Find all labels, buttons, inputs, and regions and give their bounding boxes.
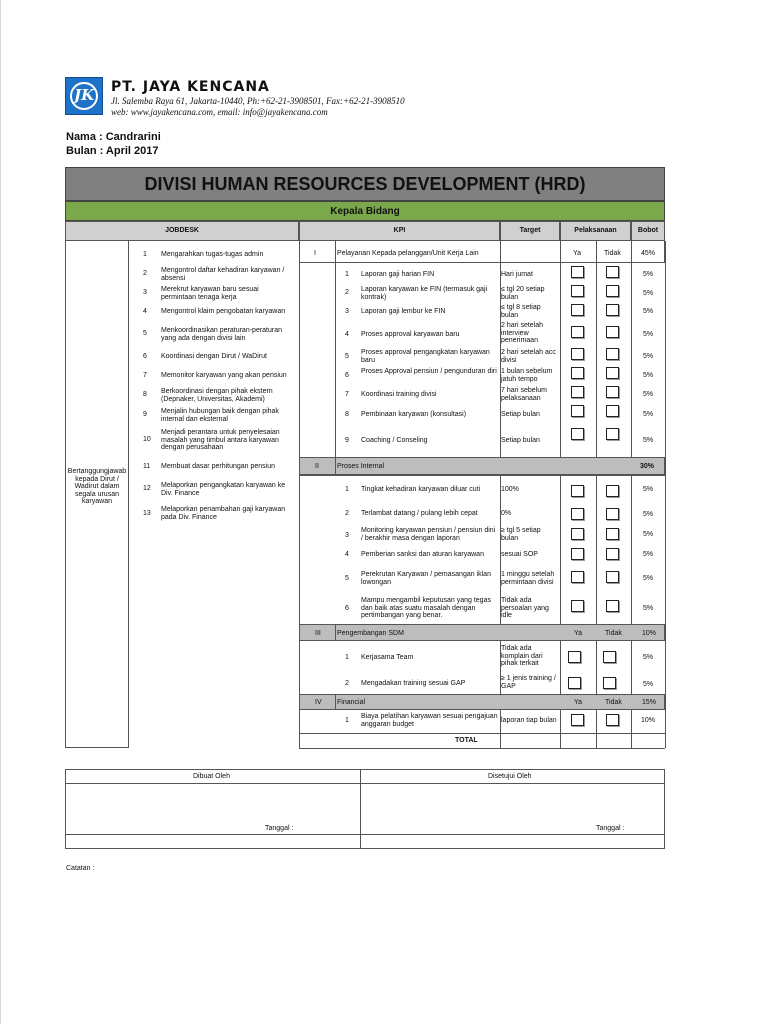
checkbox-tidak[interactable]	[606, 508, 619, 520]
kpi-text: Koordinasi training divisi	[361, 391, 437, 398]
jobdesk-no: 4	[143, 308, 147, 315]
section-ya: Ya	[574, 630, 583, 637]
header-pelaksanaan: Pelaksanaan	[560, 221, 631, 241]
kpi-bobot: 5%	[642, 531, 654, 538]
company-logo	[65, 77, 103, 115]
jobdesk-text: Berkoordinasi dengan pihak ekstern (Depnaker, Universitas, Akademi)	[161, 388, 273, 403]
kpi-text: Tingkat kehadiran karyawan diluar cuti	[361, 486, 481, 493]
kpi-no: 2	[345, 680, 349, 687]
kpi-text: Proses Approval pensiun / pengunduran diri	[361, 368, 497, 375]
kpi-target: 2 hari setelah interview penerimaan	[501, 322, 544, 344]
kpi-target: 1 bulan sebelum jatuh tempo	[501, 368, 553, 383]
checkbox-ya[interactable]	[571, 326, 584, 338]
checkbox-ya[interactable]	[571, 600, 584, 612]
jobdesk-text: Menjadi perantara untuk penyelesaian masalah yang timbul antara karyawan dengan perusahaan	[161, 429, 280, 451]
checkbox-ya[interactable]	[568, 651, 581, 663]
kpi-bobot: 5%	[642, 331, 654, 338]
jobdesk-text: Mengarahkan tugas-tugas admin	[161, 251, 264, 258]
jobdesk-text: Memonitor karyawan yang akan pensiun	[161, 372, 287, 379]
section-name: Financial	[337, 699, 366, 706]
kpi-no: 6	[345, 605, 349, 612]
section-tidak: Tidak	[605, 699, 622, 706]
kpi-text: Mengadakan training sesuai GAP	[361, 680, 466, 687]
checkbox-tidak[interactable]	[606, 386, 619, 398]
kpi-bobot: 5%	[642, 605, 654, 612]
kpi-no: 2	[345, 510, 349, 517]
responsibility-text: Bertanggungjawab kepada Dirut / Wadirut dalam segala urusan karyawan	[67, 468, 127, 505]
checkbox-tidak[interactable]	[606, 528, 619, 540]
checkbox-tidak[interactable]	[606, 600, 619, 612]
checkbox-ya[interactable]	[571, 571, 584, 583]
kpi-target: Setiap bulan	[501, 437, 540, 444]
header-jobdesk: JOBDESK	[65, 221, 299, 241]
jobdesk-no: 12	[143, 485, 151, 492]
kpi-text: Proses approval karyawan baru	[361, 331, 460, 338]
jobdesk-text: Mengontrol daftar kehadiran karyawan / absensi	[161, 267, 285, 282]
checkbox-ya[interactable]	[571, 508, 584, 520]
notes-label: Catatan :	[66, 865, 95, 872]
kpi-text: Laporan gaji lembur ke FIN	[361, 308, 446, 315]
jobdesk-no: 1	[143, 251, 147, 258]
pelaksanaan-bobot-divider	[631, 241, 632, 748]
kpi-target: laporan tiap bulan	[501, 717, 557, 724]
kpi-bobot: 5%	[642, 353, 654, 360]
kpi-no: 7	[345, 391, 349, 398]
jobdesk-kpi-divider	[299, 241, 300, 748]
section-tidak: Tidak	[605, 630, 622, 637]
checkbox-ya[interactable]	[571, 528, 584, 540]
kpi-bobot: 5%	[642, 290, 654, 297]
kpi-bobot: 5%	[642, 411, 654, 418]
kpi-target: 100%	[501, 486, 519, 493]
section-roman: IV	[315, 699, 322, 706]
checkbox-tidak[interactable]	[606, 548, 619, 560]
kpi-no: 6	[345, 372, 349, 379]
total-top-line	[299, 733, 665, 734]
checkbox-tidak[interactable]	[606, 285, 619, 297]
jobdesk-text: Menkoordinasikan peraturan-peraturan yang ada dengan divisi lain	[161, 327, 283, 342]
signature-header-line	[65, 783, 665, 784]
checkbox-tidak[interactable]	[606, 348, 619, 360]
company-web: web: www.jayakencana.com, email: info@jayakencana.com	[111, 107, 328, 117]
checkbox-ya[interactable]	[571, 266, 584, 278]
kpi-no: 5	[345, 353, 349, 360]
jobdesk-no: 11	[143, 463, 151, 470]
section-row	[299, 694, 665, 710]
kpi-no: 1	[345, 486, 349, 493]
header-kpi: KPI	[299, 221, 500, 241]
approved-by-date-label: Tanggal :	[596, 825, 625, 832]
kpi-text: Laporan gaji harian FIN	[361, 271, 435, 278]
checkbox-ya[interactable]	[571, 386, 584, 398]
section-bobot: 45%	[640, 250, 655, 257]
kpi-no: 3	[345, 308, 349, 315]
section-bobot: 10%	[642, 630, 657, 637]
jobdesk-no: 10	[143, 436, 151, 443]
kpi-text: Biaya pelatihan karyawan sesuai pengajuan anggaran budget	[361, 713, 498, 728]
kpi-no: 4	[345, 331, 349, 338]
checkbox-ya[interactable]	[571, 348, 584, 360]
kpi-target: 7 hari sebelum pelaksanaan	[501, 387, 547, 402]
kpi-target: ≤ tgl 20 setiap bulan	[501, 286, 545, 301]
jobdesk-no: 3	[143, 289, 147, 296]
section-name: Proses Internal	[337, 463, 385, 470]
kpi-target: 2 hari setelah acc divisi	[501, 349, 556, 364]
kpi-no: 1	[345, 271, 349, 278]
kpi-target: ≤ tgl 8 setiap bulan	[501, 304, 541, 319]
kpi-no: 9	[345, 437, 349, 444]
jobdesk-no: 5	[143, 330, 147, 337]
jobdesk-no: 9	[143, 411, 147, 418]
kpi-bobot: 5%	[642, 271, 654, 278]
company-address: Jl. Salemba Raya 61, Jakarta-10440, Ph:+62-21-3908501, Fax:+62-21-3908510	[111, 96, 405, 106]
section-ya: Ya	[574, 699, 583, 706]
checkbox-ya[interactable]	[571, 548, 584, 560]
checkbox-tidak[interactable]	[606, 714, 619, 726]
checkbox-ya[interactable]	[571, 485, 584, 497]
kpi-text: Coaching / Conseling	[361, 437, 428, 444]
kpi-text: Laporan karyawan ke FIN (termasuk gaji kontrak)	[361, 286, 488, 301]
kpi-bobot: 5%	[642, 681, 654, 688]
kpi-no: 8	[345, 411, 349, 418]
jobdesk-text: Merekrut karyawan baru sesuai permintaan tenaga kerja	[161, 286, 259, 301]
checkbox-tidak[interactable]	[606, 485, 619, 497]
target-pelaksanaan-divider	[560, 241, 561, 748]
checkbox-tidak[interactable]	[606, 367, 619, 379]
header-target: Target	[500, 221, 560, 241]
jobdesk-no: 2	[143, 270, 147, 277]
kpi-target: 0%	[501, 510, 512, 517]
kpi-bobot: 5%	[642, 511, 654, 518]
kpi-no: 3	[345, 532, 349, 539]
checkbox-tidak[interactable]	[606, 405, 619, 417]
logo-initials: JK	[74, 86, 95, 104]
kpi-text: Proses approval pengangkatan karyawan baru	[361, 349, 490, 364]
jobdesk-text: Membuat dasar perhitungan pensiun	[161, 463, 276, 470]
kpi-text: Perekrutan Karyawan / pemasangan iklan lowongan	[361, 571, 491, 586]
checkbox-tidak[interactable]	[603, 651, 616, 663]
kpi-bobot: 5%	[642, 654, 654, 661]
checkbox-ya[interactable]	[568, 677, 581, 689]
section-2-underline	[299, 475, 665, 476]
made-by-label: Dibuat Oleh	[193, 773, 230, 780]
kpi-bobot: 5%	[642, 551, 654, 558]
checkbox-ya[interactable]	[571, 405, 584, 417]
section-3-no-divider	[335, 624, 336, 641]
kpi-text: Terlambat datang / pulang lebih cepat	[361, 510, 478, 517]
kpi-bobot: 5%	[642, 391, 654, 398]
signature-date-line	[65, 834, 665, 835]
checkbox-ya[interactable]	[571, 367, 584, 379]
signature-table	[65, 769, 665, 849]
kpi-target: Setiap bulan	[501, 411, 540, 418]
kpi-target: Hari jumat	[501, 271, 533, 278]
kpi-no: 1	[345, 654, 349, 661]
checkbox-ya[interactable]	[571, 304, 584, 316]
jobdesk-no: 7	[143, 372, 147, 379]
table-bottom-line	[299, 748, 665, 749]
division-title: DIVISI HUMAN RESOURCES DEVELOPMENT (HRD)	[65, 167, 665, 201]
header-bobot: Bobot	[631, 221, 665, 241]
kpi-text: Monitoring karyawan pensiun / pensiun dini / berakhir masa dengan laporan	[361, 527, 496, 542]
checkbox-ya[interactable]	[571, 428, 584, 440]
kpi-target: Tidak ada komplain dari pihak terkait	[501, 645, 543, 667]
kpi-bobot: 5%	[642, 575, 654, 582]
jobdesk-no: 13	[143, 510, 151, 517]
kpi-target: ≥ 1 jenis training / GAP	[501, 675, 556, 690]
kpi-bobot: 5%	[642, 437, 654, 444]
jobdesk-no: 8	[143, 391, 147, 398]
company-name: PT. JAYA KENCANA	[111, 79, 270, 95]
checkbox-ya[interactable]	[571, 285, 584, 297]
jobdesk-text: Mengontrol klaim pengobatan karyawan	[161, 308, 286, 315]
checkbox-tidak[interactable]	[606, 266, 619, 278]
kpi-no: 4	[345, 551, 349, 558]
jobdesk-text: Melaporkan pengangkatan karyawan ke Div. Finance	[161, 482, 286, 497]
kpi-text: Pembinaan karyawan (konsultasi)	[361, 411, 467, 418]
kpi-target: ≥ tgl 5 setiap bulan	[501, 527, 541, 542]
checkbox-tidak[interactable]	[606, 304, 619, 316]
checkbox-tidak[interactable]	[603, 677, 616, 689]
kpi-bobot: 5%	[642, 308, 654, 315]
kpi-target: 1 minggu setelah permintaan divisi	[501, 571, 555, 586]
kpi-target: sesuai SOP	[501, 551, 538, 558]
section-roman: II	[315, 463, 319, 470]
jobdesk-text: Koordinasi dengan Dirut / WaDirut	[161, 353, 267, 360]
table-right-edge	[665, 241, 666, 748]
section-tidak: Tidak	[604, 250, 621, 257]
section-4-no-divider	[335, 694, 336, 710]
section-roman: III	[315, 630, 321, 637]
kpi-no: 5	[345, 575, 349, 582]
page-edge	[0, 0, 1, 1024]
checkbox-ya[interactable]	[571, 714, 584, 726]
kpi-no-divider	[335, 241, 336, 466]
checkbox-tidak[interactable]	[606, 571, 619, 583]
kpi-text: Kerjasama Team	[361, 654, 414, 661]
kpi-bobot: 5%	[642, 372, 654, 379]
kpi-text: Mampu mengambil keputusan yang tegas dan baik atas suatu masalah dengan pertimbangan yang benar.	[361, 597, 491, 619]
jobdesk-no: 6	[143, 353, 147, 360]
kpi-target: Tidak ada persoalan yang idle	[501, 597, 549, 619]
kpi-bobot: 5%	[642, 486, 654, 493]
checkbox-tidak[interactable]	[606, 428, 619, 440]
made-by-date-label: Tanggal :	[265, 825, 294, 832]
signature-divider	[360, 769, 361, 849]
section-roman: I	[314, 250, 316, 257]
checkbox-tidak[interactable]	[606, 326, 619, 338]
section-name: Pelayanan Kepada pelanggan/Unit Kerja Lain	[337, 250, 479, 257]
kpi-no: 2	[345, 289, 349, 296]
section-row	[299, 457, 665, 475]
approved-by-label: Disetujui Oleh	[488, 773, 532, 780]
section-ya: Ya	[573, 250, 582, 257]
kpi-no: 1	[345, 717, 349, 724]
report-month: Bulan : April 2017	[66, 145, 159, 157]
section-bobot: 30%	[640, 463, 655, 470]
section-2-no-divider	[335, 457, 336, 475]
employee-name: Nama : Candrarini	[66, 131, 161, 143]
jobdesk-text: Menjalin hubungan baik dengan pihak internal dan eksternal	[161, 408, 279, 423]
section-name: Pengembangan SDM	[337, 630, 404, 637]
kpi-bobot: 10%	[640, 717, 655, 724]
kpi-text: Pemberian sanksi dan aturan karyawan	[361, 551, 484, 558]
total-label: TOTAL	[455, 737, 478, 744]
section-bobot: 15%	[642, 699, 657, 706]
jobdesk-text: Melaporkan penambahan gaji karyawan pada Div. Finance	[161, 506, 286, 521]
ya-tidak-divider	[596, 241, 597, 748]
section-row	[299, 624, 665, 641]
position-title: Kepala Bidang	[65, 201, 665, 221]
